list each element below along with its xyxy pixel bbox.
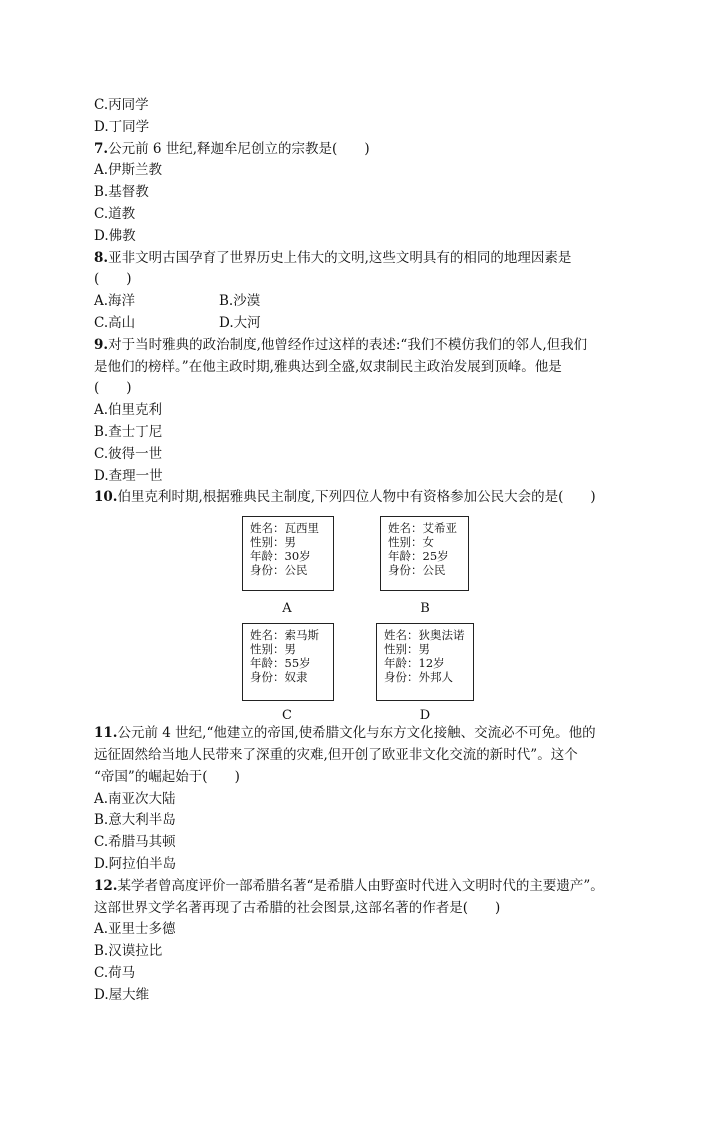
card-gender: 性别：男 <box>250 534 296 549</box>
line-text: A.南亚次大陆 <box>94 790 176 807</box>
line-text: D.佛教 <box>94 227 136 244</box>
line-text: 某学者曾高度评价一部希腊名著“是希腊人由野蛮时代进入文明时代的主要遗产”。 <box>117 877 604 894</box>
person-card-b <box>380 516 469 591</box>
line-text: “帝国”的崛起始于( ) <box>94 768 240 785</box>
q8-option-row-1 <box>94 291 634 313</box>
text-line <box>94 919 634 941</box>
question-number: 9. <box>94 336 109 353</box>
card-label-c: C <box>282 708 292 724</box>
q8-option-a: A.海洋 <box>94 293 136 310</box>
question-stem-line <box>94 876 634 898</box>
document-page <box>94 95 634 1007</box>
person-card-d <box>376 623 474 701</box>
line-text: 伯里克利时期,根据雅典民主制度,下列四位人物中有资格参加公民大会的是( ) <box>117 489 596 506</box>
card-name: 姓名：索马斯 <box>250 628 319 643</box>
text-line <box>94 854 634 876</box>
text-line <box>94 898 634 920</box>
card-age: 年龄：55岁 <box>250 655 311 670</box>
question-number: 7. <box>94 140 109 157</box>
text-line <box>94 400 634 422</box>
questions-9-10 <box>94 335 634 509</box>
line-text: ( ) <box>94 271 132 288</box>
line-text: 远征固然给当地人民带来了深重的灾难,但开创了欧亚非文化交流的新时代”。这个 <box>94 746 578 763</box>
text-line <box>94 789 634 811</box>
line-text: B.汉谟拉比 <box>94 943 163 960</box>
card-status: 身份：外邦人 <box>384 669 453 684</box>
line-text: D.查理一世 <box>94 467 163 484</box>
line-text: C.希腊马其顿 <box>94 834 176 851</box>
line-text: C.荷马 <box>94 964 136 981</box>
card-gender: 性别：女 <box>388 534 434 549</box>
q8-option-b: B.沙漠 <box>219 293 261 310</box>
text-line <box>94 357 634 379</box>
card-gender: 性别：男 <box>384 641 430 656</box>
card-status: 身份：奴隶 <box>250 669 308 684</box>
q10-person-cards <box>94 509 634 724</box>
line-text: B.意大利半岛 <box>94 812 176 829</box>
question-stem-line <box>94 335 634 357</box>
question-stem-line <box>94 139 634 161</box>
line-text: D.屋大维 <box>94 986 150 1003</box>
line-text: A.伊斯兰教 <box>94 162 163 179</box>
card-name: 姓名：艾希亚 <box>388 521 457 536</box>
line-text: 对于当时雅典的政治制度,他曾经作过这样的表述:“我们不模仿我们的邻人,但我们 <box>108 336 588 353</box>
text-line <box>94 160 634 182</box>
q8-option-row-2 <box>94 313 634 335</box>
text-line <box>94 378 634 400</box>
card-age: 年龄：30岁 <box>250 548 311 563</box>
question-stem-line <box>94 723 634 745</box>
card-label-b: B <box>420 601 430 617</box>
text-line <box>94 444 634 466</box>
person-card-a <box>242 516 334 591</box>
line-text: C.彼得一世 <box>94 445 163 462</box>
text-line <box>94 466 634 488</box>
card-label-a: A <box>282 601 292 617</box>
card-label-d: D <box>419 708 431 724</box>
text-line <box>94 269 634 291</box>
text-line <box>94 422 634 444</box>
line-text: A.亚里士多德 <box>94 921 176 938</box>
text-line <box>94 963 634 985</box>
question-number: 12. <box>94 877 118 894</box>
question-stem-line <box>94 487 634 509</box>
text-line <box>94 117 634 139</box>
question-number: 11. <box>94 725 118 742</box>
card-name: 姓名：瓦西里 <box>250 521 319 536</box>
text-line <box>94 941 634 963</box>
line-text: C.道教 <box>94 205 136 222</box>
card-status: 身份：公民 <box>250 562 308 577</box>
card-name: 姓名：狄奥法诺 <box>384 628 465 643</box>
q8-option-c: C.高山 <box>94 314 136 331</box>
text-line <box>94 810 634 832</box>
text-line <box>94 204 634 226</box>
text-line <box>94 832 634 854</box>
text-line <box>94 95 634 117</box>
question-stem-line <box>94 248 634 270</box>
line-text: C.丙同学 <box>94 97 149 113</box>
card-age: 年龄：12岁 <box>384 655 445 670</box>
q8-option-d: D.大河 <box>219 314 261 331</box>
text-line <box>94 182 634 204</box>
line-text: 是他们的榜样。”在他主政时期,雅典达到全盛,奴隶制民主政治发展到顶峰。他是 <box>94 358 562 375</box>
line-text: A.伯里克利 <box>94 402 163 419</box>
line-text: 亚非文明古国孕育了世界历史上伟大的文明,这些文明具有的相同的地理因素是 <box>108 249 572 266</box>
card-age: 年龄：25岁 <box>388 548 449 563</box>
person-card-c <box>242 623 334 701</box>
card-gender: 性别：男 <box>250 641 296 656</box>
line-text: B.基督教 <box>94 184 149 201</box>
line-text: 公元前 6 世纪,释迦牟尼创立的宗教是( ) <box>108 140 370 157</box>
line-text: D.阿拉伯半岛 <box>94 855 177 872</box>
line-text: 这部世界文学名著再现了古希腊的社会图景,这部名著的作者是( ) <box>94 899 501 916</box>
text-line <box>94 767 634 789</box>
line-text: B.查士丁尼 <box>94 423 163 440</box>
question-number: 10. <box>94 489 118 506</box>
card-status: 身份：公民 <box>388 562 446 577</box>
line-text: ( ) <box>94 380 132 397</box>
questions-11-12 <box>94 723 634 1006</box>
text-line <box>94 985 634 1007</box>
line-text: 公元前 4 世纪,“他建立的帝国,使希腊文化与东方文化接触、交流必不可免。他的 <box>117 725 596 742</box>
question-number: 8. <box>94 249 109 266</box>
line-text: D.丁同学 <box>94 118 150 135</box>
questions-7-8 <box>94 95 634 291</box>
text-line <box>94 226 634 248</box>
text-line <box>94 745 634 767</box>
